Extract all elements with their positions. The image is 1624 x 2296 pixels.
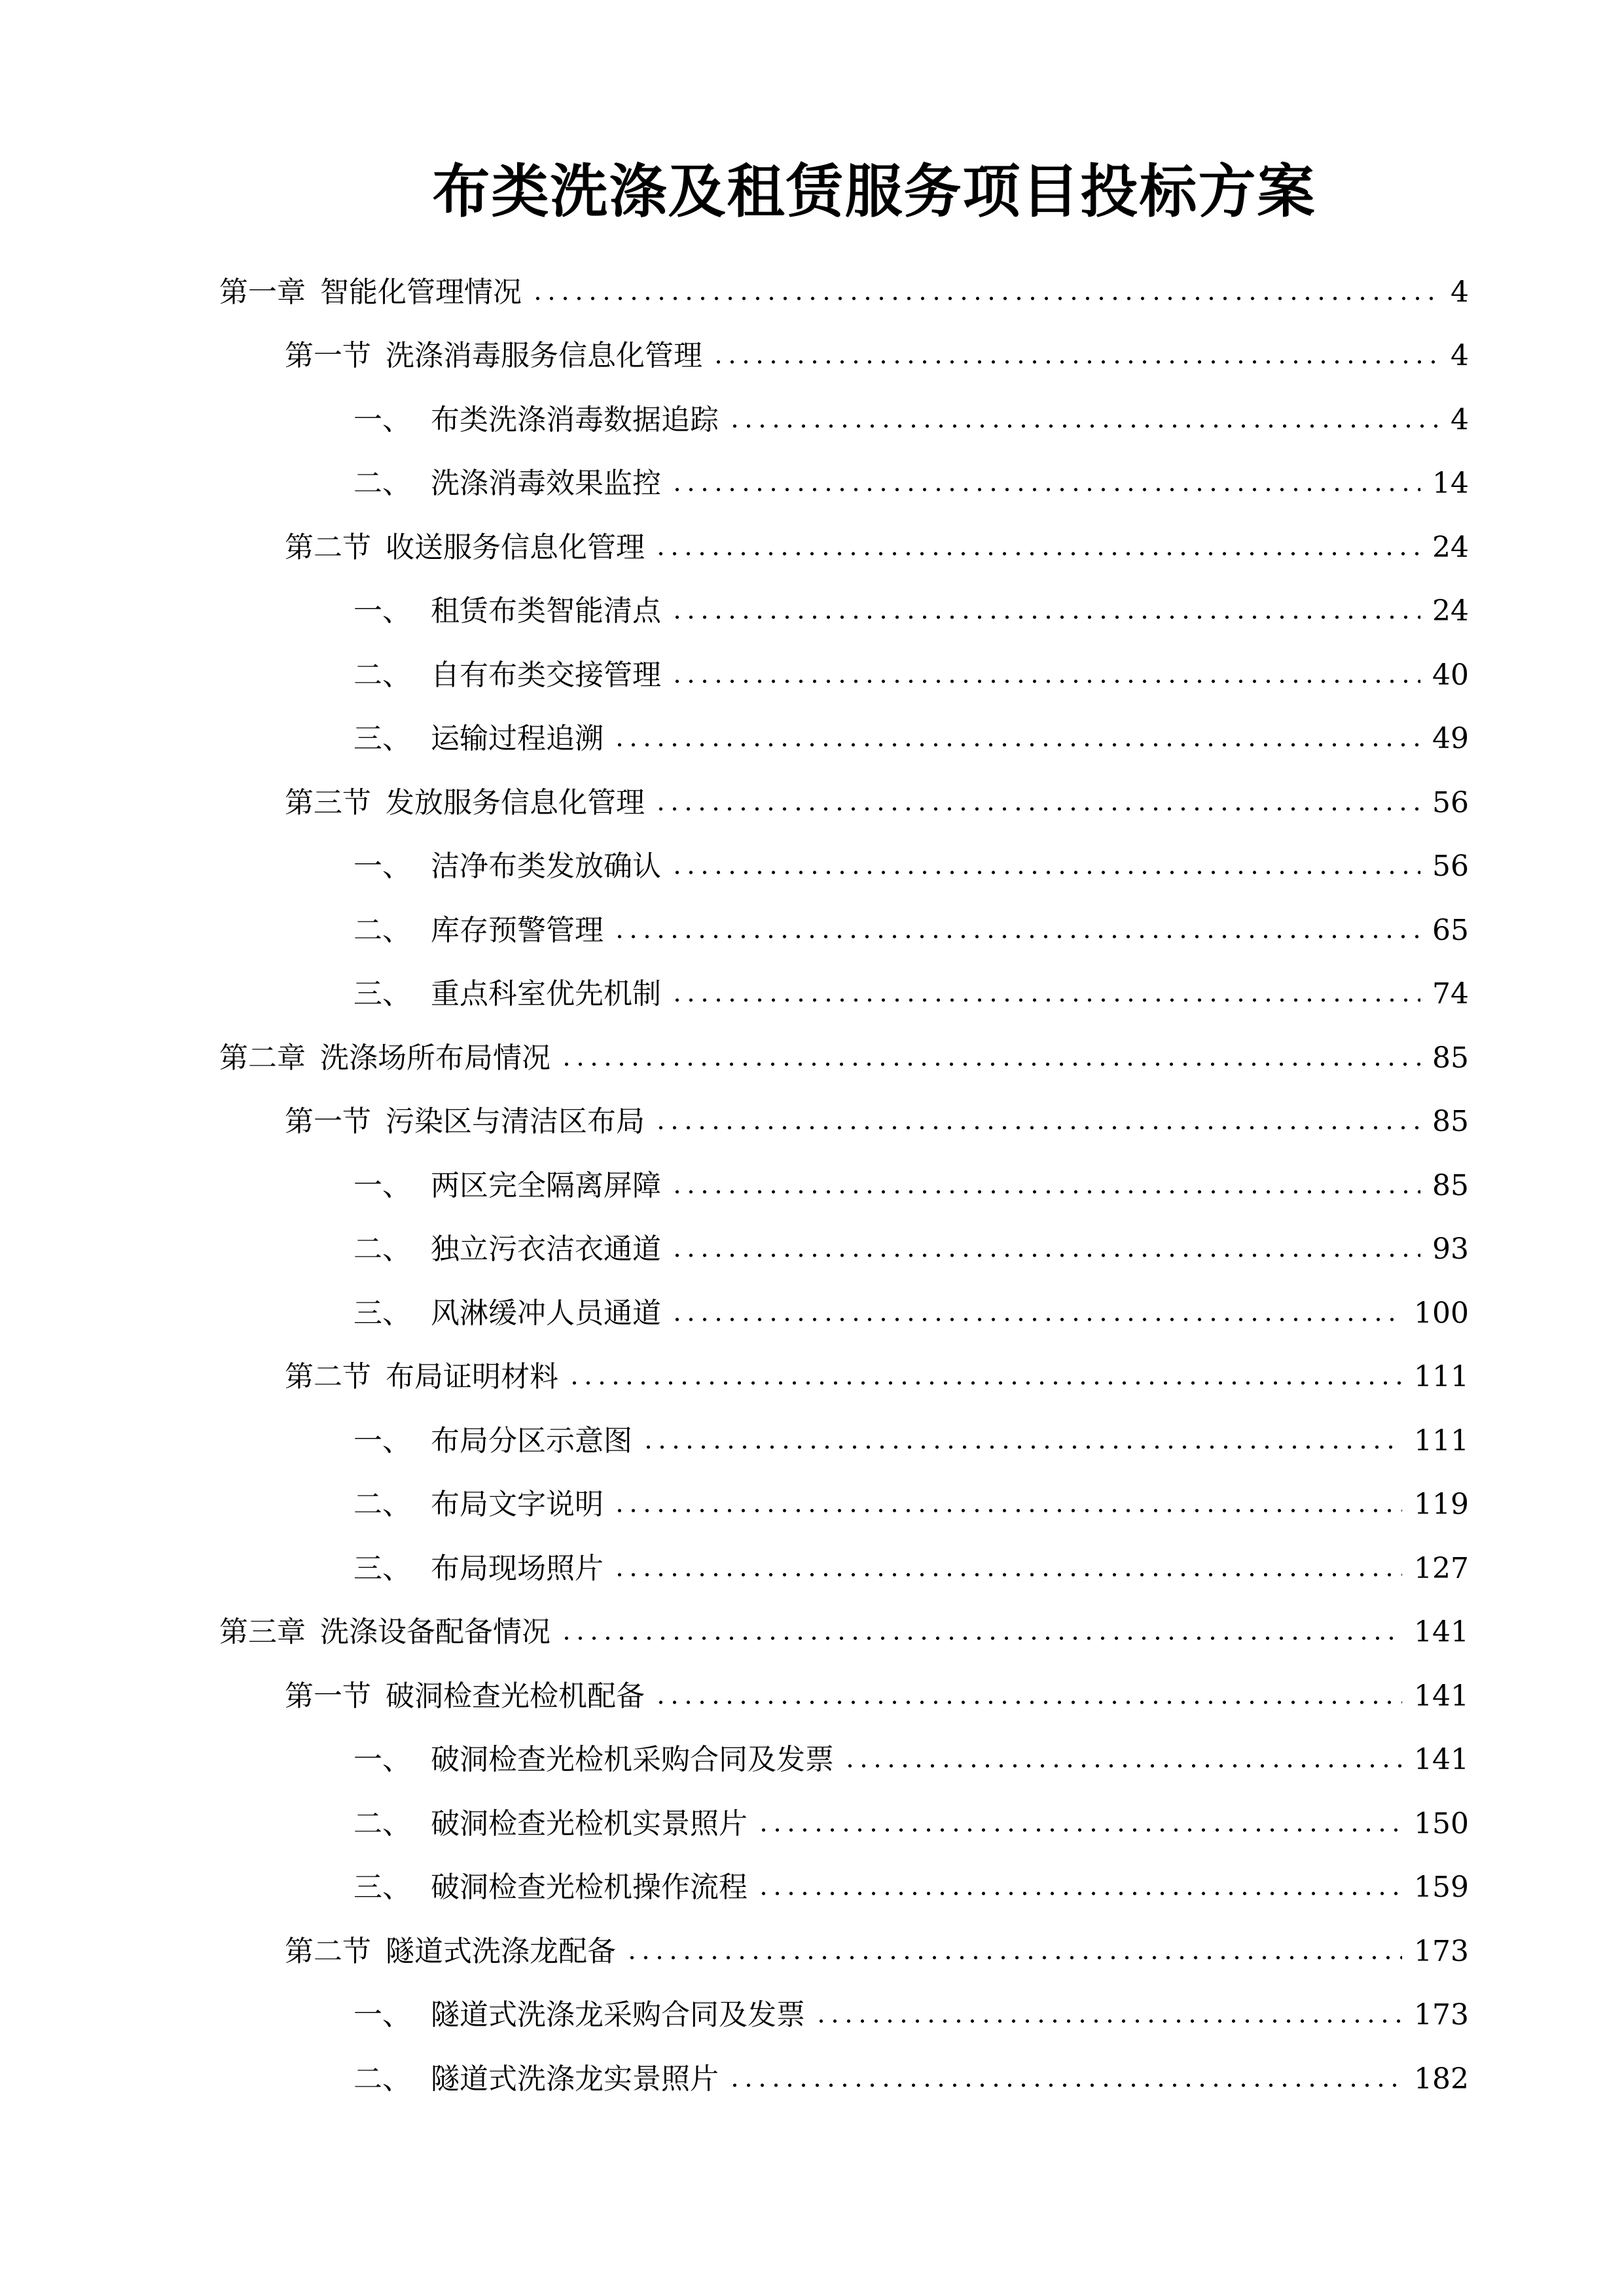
toc-entry-page-number: 85 [1432, 1041, 1469, 1075]
toc-entry-page-number: 150 [1414, 1806, 1469, 1840]
toc-entry-page-number: 85 [1432, 1105, 1469, 1139]
toc-entry-page-number: 141 [1414, 1679, 1469, 1713]
toc-entry-title: 破洞检查光检机实景照片 [431, 1806, 748, 1840]
toc-entry-prefix: 二、 [353, 658, 411, 692]
dot-leader [814, 2017, 1402, 2026]
toc-entry-title: 洗涤消毒效果监控 [431, 467, 661, 501]
toc-entry-title: 两区完全隔离屏障 [431, 1168, 661, 1202]
toc-entry-subsection[interactable] [0, 1154, 1624, 1218]
toc-entry-section[interactable] [0, 325, 1624, 389]
toc-entry-page-number: 24 [1432, 594, 1469, 628]
toc-entry-title: 洗涤设备配备情况 [320, 1615, 550, 1649]
toc-entry-chapter[interactable] [0, 260, 1624, 325]
toc-entry-page-number: 159 [1414, 1871, 1469, 1905]
toc-entry-page-number: 74 [1432, 977, 1469, 1011]
toc-entry-prefix: 三、 [353, 1296, 411, 1330]
toc-entry-title: 布局文字说明 [431, 1488, 604, 1522]
dot-leader [670, 996, 1420, 1005]
dot-leader [654, 549, 1420, 558]
toc-entry-chapter[interactable] [0, 1601, 1624, 1665]
dot-leader [670, 868, 1420, 877]
toc-entry-page-number: 4 [1451, 275, 1469, 309]
toc-entry-title: 布局现场照片 [431, 1551, 604, 1585]
toc-entry-title: 破洞检查光检机操作流程 [431, 1871, 748, 1905]
toc-entry-subsection[interactable] [0, 580, 1624, 644]
toc-entry-page-number: 56 [1432, 785, 1469, 819]
toc-entry-title: 隧道式洗涤龙配备 [386, 1934, 616, 1968]
toc-entry-page-number: 14 [1432, 467, 1469, 501]
toc-entry-chapter[interactable] [0, 1026, 1624, 1090]
dot-leader [654, 1123, 1420, 1132]
toc-entry-section[interactable] [0, 516, 1624, 580]
toc-entry-section[interactable] [0, 1920, 1624, 1984]
toc-entry-title: 破洞检查光检机配备 [386, 1679, 645, 1713]
toc-entry-title: 发放服务信息化管理 [386, 785, 645, 819]
toc-entry-subsection[interactable] [0, 452, 1624, 516]
toc-entry-page-number: 24 [1432, 530, 1469, 564]
toc-entry-title: 破洞检查光检机采购合同及发票 [431, 1743, 834, 1777]
toc-entry-prefix: 第三章 [219, 1615, 306, 1649]
toc-entry-subsection[interactable] [0, 1984, 1624, 2048]
dot-leader [670, 613, 1420, 622]
toc-entry-section[interactable] [0, 1346, 1624, 1410]
dot-leader [757, 1825, 1402, 1835]
dot-leader [670, 1187, 1420, 1196]
toc-entry-title: 智能化管理情况 [320, 275, 522, 309]
toc-entry-prefix: 一、 [353, 1998, 411, 2032]
toc-entry-prefix: 一、 [353, 1168, 411, 1202]
toc-entry-title: 布局证明材料 [386, 1360, 558, 1394]
toc-entry-title: 运输过程追溯 [431, 722, 604, 756]
toc-entry-title: 隧道式洗涤龙采购合同及发票 [431, 1998, 805, 2032]
toc-entry-page-number: 4 [1451, 403, 1469, 437]
toc-entry-prefix: 第一节 [285, 1105, 371, 1139]
toc-entry-page-number: 141 [1414, 1615, 1469, 1649]
toc-entry-prefix: 三、 [353, 1551, 411, 1585]
dot-leader [568, 1378, 1402, 1388]
toc-entry-title: 库存预警管理 [431, 913, 604, 947]
toc-entry-title: 洁净布类发放确认 [431, 850, 661, 884]
dot-leader [670, 485, 1420, 494]
toc-entry-subsection[interactable] [0, 643, 1624, 708]
toc-entry-title: 租赁布类智能清点 [431, 594, 661, 628]
toc-entry-subsection[interactable] [0, 388, 1624, 452]
toc-entry-prefix: 第三节 [285, 785, 371, 819]
toc-entry-page-number: 111 [1414, 1424, 1469, 1458]
toc-entry-page-number: 4 [1451, 339, 1469, 373]
toc-entry-title: 布局分区示意图 [431, 1424, 632, 1458]
toc-entry-subsection[interactable] [0, 963, 1624, 1027]
dot-leader [531, 294, 1439, 303]
dot-leader [757, 1889, 1402, 1898]
toc-entry-prefix: 一、 [353, 403, 411, 437]
toc-entry-prefix: 第二节 [285, 1360, 371, 1394]
toc-entry-subsection[interactable] [0, 835, 1624, 899]
dot-leader [613, 932, 1420, 941]
toc-entry-prefix: 一、 [353, 1743, 411, 1777]
dot-leader [613, 1506, 1402, 1515]
toc-entry-prefix: 第二章 [219, 1041, 306, 1075]
toc-entry-section[interactable] [0, 1664, 1624, 1729]
toc-entry-subsection[interactable] [0, 1537, 1624, 1601]
toc-entry-page-number: 93 [1432, 1232, 1469, 1266]
toc-entry-title: 收送服务信息化管理 [386, 530, 645, 564]
table-of-contents [0, 260, 1624, 2111]
toc-entry-prefix: 第一章 [219, 275, 306, 309]
toc-entry-page-number: 100 [1414, 1296, 1469, 1330]
toc-entry-prefix: 三、 [353, 722, 411, 756]
toc-entry-title: 风淋缓冲人员通道 [431, 1296, 661, 1330]
toc-entry-section[interactable] [0, 771, 1624, 835]
dot-leader [670, 1315, 1402, 1324]
toc-entry-page-number: 85 [1432, 1168, 1469, 1202]
toc-entry-section[interactable] [0, 1090, 1624, 1155]
dot-leader [560, 1634, 1402, 1643]
toc-entry-prefix: 一、 [353, 850, 411, 884]
toc-entry-subsection[interactable] [0, 1409, 1624, 1473]
dot-leader [843, 1761, 1402, 1770]
toc-entry-page-number: 173 [1414, 1998, 1469, 2032]
toc-entry-prefix: 一、 [353, 594, 411, 628]
dot-leader [613, 1570, 1402, 1579]
dot-leader [670, 1251, 1420, 1260]
toc-entry-prefix: 一、 [353, 1424, 411, 1458]
dot-leader [654, 804, 1420, 814]
dot-leader [670, 677, 1420, 686]
toc-entry-title: 洗涤场所布局情况 [320, 1041, 550, 1075]
toc-entry-prefix: 二、 [353, 2062, 411, 2096]
toc-entry-page-number: 40 [1432, 658, 1469, 692]
dot-leader [625, 1953, 1402, 1962]
toc-entry-subsection[interactable] [0, 2047, 1624, 2111]
toc-entry-prefix: 第二节 [285, 1934, 371, 1968]
toc-entry-prefix: 二、 [353, 1806, 411, 1840]
toc-entry-title: 污染区与清洁区布局 [386, 1105, 645, 1139]
toc-entry-title: 重点科室优先机制 [431, 977, 661, 1011]
toc-entry-subsection[interactable] [0, 1282, 1624, 1346]
toc-entry-page-number: 182 [1414, 2062, 1469, 2096]
toc-entry-title: 自有布类交接管理 [431, 658, 661, 692]
toc-entry-subsection[interactable] [0, 1856, 1624, 1920]
toc-entry-subsection[interactable] [0, 708, 1624, 772]
toc-entry-page-number: 141 [1414, 1743, 1469, 1777]
toc-entry-prefix: 三、 [353, 977, 411, 1011]
toc-entry-page-number: 49 [1432, 722, 1469, 756]
toc-entry-page-number: 127 [1414, 1551, 1469, 1585]
toc-entry-page-number: 119 [1414, 1488, 1469, 1522]
toc-entry-prefix: 二、 [353, 1488, 411, 1522]
toc-entry-prefix: 二、 [353, 1232, 411, 1266]
dot-leader [712, 357, 1439, 367]
dot-leader [613, 740, 1420, 749]
toc-entry-subsection[interactable] [0, 899, 1624, 963]
toc-entry-page-number: 65 [1432, 913, 1469, 947]
toc-entry-page-number: 111 [1414, 1360, 1469, 1394]
dot-leader [560, 1060, 1420, 1069]
toc-entry-title: 洗涤消毒服务信息化管理 [386, 339, 702, 373]
dot-leader [641, 1443, 1402, 1452]
toc-entry-page-number: 56 [1432, 850, 1469, 884]
toc-entry-page-number: 173 [1414, 1934, 1469, 1968]
toc-entry-title: 布类洗涤消毒数据追踪 [431, 403, 719, 437]
document-title: 布类洗涤及租赁服务项目投标方案 [432, 157, 1316, 225]
toc-entry-subsection[interactable] [0, 1729, 1624, 1793]
toc-entry-subsection[interactable] [0, 1473, 1624, 1537]
toc-entry-subsection[interactable] [0, 1792, 1624, 1856]
dot-leader [654, 1698, 1402, 1707]
toc-entry-title: 隧道式洗涤龙实景照片 [431, 2062, 719, 2096]
toc-entry-prefix: 二、 [353, 467, 411, 501]
dot-leader [728, 2081, 1402, 2090]
toc-entry-prefix: 第一节 [285, 339, 371, 373]
toc-entry-subsection[interactable] [0, 1218, 1624, 1282]
toc-entry-title: 独立污衣洁衣通道 [431, 1232, 661, 1266]
toc-entry-prefix: 二、 [353, 913, 411, 947]
toc-entry-prefix: 第二节 [285, 530, 371, 564]
dot-leader [728, 422, 1439, 431]
toc-entry-prefix: 第一节 [285, 1679, 371, 1713]
toc-entry-prefix: 三、 [353, 1871, 411, 1905]
